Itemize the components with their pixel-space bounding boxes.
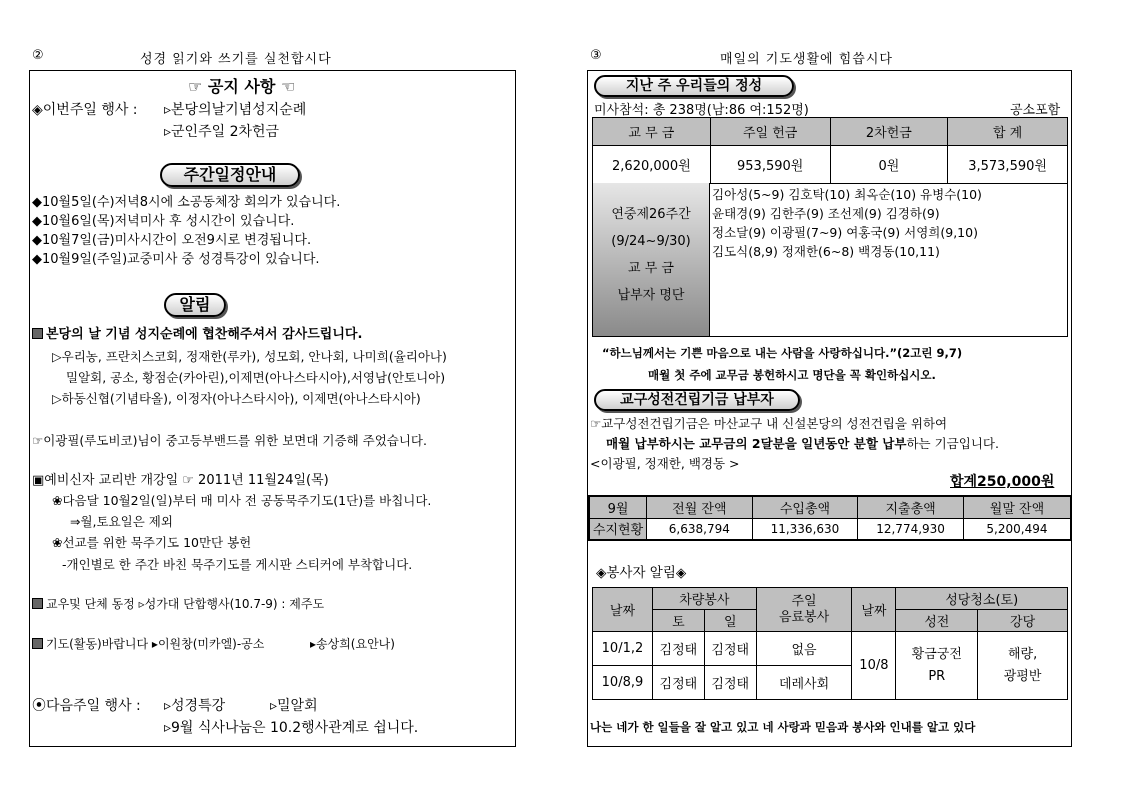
rosary-line-4: -개인별로 한 주간 바친 묵주기도를 게시판 스티커에 부착합니다.	[62, 557, 413, 572]
square-bullet-icon	[32, 598, 43, 609]
groups-news-text: 교우및 단체 동정 ▹성가대 단합행사(10.7-9) : 제주도	[46, 597, 325, 611]
finance-label: 수지현황	[589, 518, 647, 540]
building-fund-title: 교구성전건립기금 납부자	[594, 389, 800, 411]
footer-verse: 나는 네가 한 일들을 잘 알고 있고 네 사랑과 믿음과 봉사와 인내를 알고 있다	[590, 720, 976, 734]
clean-date-header: 날짜	[852, 588, 896, 632]
notice-title: ☞ 공지 사항 ☜	[188, 77, 296, 96]
clean-sanctuary-1: 황금궁전	[911, 646, 962, 662]
clean-hall	[978, 632, 1068, 700]
sun-header: 일	[704, 610, 756, 632]
building-fund-emphasis: 매월 납부하시는 교무금의 2달분을 일년동안 분할 납부	[606, 436, 907, 451]
schedule-list	[32, 193, 340, 269]
square-bullet-icon	[32, 638, 43, 649]
offering-value: 2,620,000원	[593, 146, 711, 184]
offering-table	[592, 117, 1068, 184]
finance-header: 전월 잔액	[647, 496, 753, 518]
payer-names-line: 윤태경(9) 김한주(9) 조선제(9) 김경하(9)	[712, 206, 940, 221]
schedule-item: ◆10월7일(금)미사시간이 오전9시로 변경됩니다.	[32, 233, 312, 248]
next-week-event-2: ▹밀알회	[270, 698, 318, 714]
offering-header: 2차헌금	[830, 118, 948, 146]
building-fund-total: 합계250,000원	[950, 474, 1055, 490]
cleaning-header: 성당청소(토)	[896, 588, 1068, 610]
rosary-line-3: ❀선교를 위한 묵주기도 10만단 봉헌	[52, 535, 252, 550]
payer-names-line: 김도식(8,9) 정재한(6~8) 백경동(10,11)	[712, 244, 940, 259]
offering-title: 지난 주 우리들의 정성	[594, 75, 794, 97]
square-bullet-icon	[32, 328, 43, 339]
schedule-item: ◆10월9일(주일)교중미사 중 성경특강이 있습니다.	[32, 252, 320, 267]
finance-value: 6,638,794	[647, 518, 753, 540]
building-fund-suffix: 하는 기금입니다.	[906, 436, 999, 451]
drink-header-2: 음료봉사	[778, 609, 830, 625]
attendance: 미사참석: 총 238명(남:86 여:152명)	[594, 103, 809, 118]
offering-value: 953,590원	[710, 146, 830, 184]
building-fund-line-2	[606, 434, 999, 452]
clean-sanctuary-2: PR	[928, 668, 946, 684]
next-week-event-1: ▹성경특강	[164, 698, 226, 714]
prayer-request	[32, 635, 264, 652]
payer-period-dates: (9/24~9/30)	[611, 234, 691, 249]
finance-month: 9월	[589, 496, 647, 518]
offering-header: 교 무 금	[593, 118, 711, 146]
clean-sanctuary	[896, 632, 978, 700]
finance-header: 지출총액	[858, 496, 964, 518]
finance-header: 수입총액	[752, 496, 858, 518]
volunteer-date-header: 날짜	[593, 588, 653, 632]
sanctuary-header: 성전	[896, 610, 978, 632]
notice-panel	[29, 70, 516, 747]
prayer-request-a: 기도(활동)바랍니다 ▸이원창(미카엘)-공소	[46, 637, 265, 651]
attendance-note: 공소포함	[1010, 103, 1061, 118]
volunteer-sat: 김정태	[652, 632, 704, 666]
building-fund-line-1: ☞교구성전건립기금은 마산교구 내 신설본당의 성전건립을 위하여	[590, 416, 948, 431]
offering-header: 합 계	[948, 118, 1068, 146]
rosary-line-1: ❀다음달 10월2일(일)부터 매 미사 전 공동묵주기도(1단)를 바칩니다.	[52, 493, 432, 508]
monthly-reminder: 매월 첫 주에 교무금 봉헌하시고 명단을 꼭 확인하십시오.	[648, 368, 936, 382]
offering-value: 0원	[830, 146, 948, 184]
payer-period-caption: 납부자 명단	[617, 288, 685, 303]
finance-table	[588, 495, 1072, 541]
volunteer-date: 10/1,2	[593, 632, 653, 666]
this-week-event-2: ▹군인주일 2차헌금	[164, 124, 280, 140]
schedule-item: ◆10월6일(목)저녁미사 후 성시간이 있습니다.	[32, 214, 295, 229]
payer-period-week: 연중제26주간	[611, 207, 691, 222]
right-header-title: 매일의 기도생활에 힘씁시다	[720, 52, 893, 67]
clean-hall-2: 광평반	[1003, 668, 1042, 684]
left-header-title: 성경 읽기와 쓰기를 실천합시다	[140, 52, 332, 67]
vehicle-header: 차량봉사	[652, 588, 756, 610]
finance-header: 월말 잔액	[963, 496, 1071, 518]
volunteer-sat: 김정태	[652, 666, 704, 700]
volunteer-table	[592, 587, 1068, 700]
finance-value: 12,774,930	[858, 518, 964, 540]
schedule-title: 주간일정안내	[160, 163, 300, 187]
offering-header: 주일 헌금	[710, 118, 830, 146]
payer-names-line: 김아성(5~9) 김호탁(10) 최옥순(10) 유병수(10)	[712, 187, 982, 202]
volunteer-sun: 김정태	[704, 632, 756, 666]
payer-names	[710, 183, 1068, 337]
clean-hall-1: 해량,	[1007, 646, 1038, 662]
thanks-heading	[32, 323, 362, 342]
thanks-heading-text: 본당의 날 기념 성지순례에 협찬해주셔서 감사드립니다.	[46, 327, 363, 342]
thanks-line-3: ▷하동신협(기념타올), 이정자(아나스타시아), 이제면(아나스타시아)	[52, 391, 421, 406]
payer-period	[592, 183, 710, 337]
hall-header: 강당	[978, 610, 1068, 632]
next-week-label: ⦿다음주일 행사 :	[32, 698, 141, 714]
this-week-label: ◈이번주일 행사 :	[32, 102, 138, 118]
volunteer-date: 10/8,9	[593, 666, 653, 700]
payer-names-line: 정소달(9) 이광필(7~9) 여홍국(9) 서영희(9,10)	[712, 225, 978, 240]
payer-period-label: 교 무 금	[628, 261, 674, 276]
next-week-event-3: ▹9월 식사나눔은 10.2행사관계로 쉽니다.	[164, 720, 419, 736]
volunteer-title: ◈봉사자 알림◈	[596, 565, 687, 581]
page-number-right: ③	[590, 48, 602, 63]
drink-header	[756, 588, 852, 632]
drink-header-1: 주일	[791, 593, 817, 609]
bible-quote: “하느님께서는 기쁜 마음으로 내는 사람을 사랑하십니다.”(2고린 9,7)	[602, 346, 963, 360]
thanks-line-2: 밀알회, 공소, 황점순(카아린),이제면(아나스타시아),서영남(안토니아)	[66, 370, 446, 385]
volunteer-drink: 데레사회	[756, 666, 852, 700]
donation-note: ☞이광필(루도비코)님이 중고등부밴드를 위한 보면대 기증해 주었습니다.	[32, 433, 427, 448]
rosary-line-2: ⇒월,토요일은 제외	[70, 514, 173, 529]
this-week-event-1: ▹본당의날기념성지순례	[164, 102, 307, 118]
offering-value: 3,573,590원	[948, 146, 1068, 184]
alert-title: 알림	[164, 293, 226, 317]
building-fund-names: <이광필, 정재한, 백경동 >	[590, 456, 740, 471]
thanks-line-1: ▷우리농, 프란치스코회, 정재한(루카), 성모회, 안나회, 나미희(율리아나)	[52, 349, 447, 364]
finance-value: 11,336,630	[752, 518, 858, 540]
prayer-request-b: ▸송상희(요안나)	[310, 637, 395, 651]
sat-header: 토	[652, 610, 704, 632]
groups-news	[32, 595, 324, 612]
volunteer-sun: 김정태	[704, 666, 756, 700]
offering-panel	[587, 70, 1072, 747]
finance-value: 5,200,494	[963, 518, 1071, 540]
volunteer-drink: 없음	[756, 632, 852, 666]
schedule-item: ◆10월5일(수)저녁8시에 소공동체장 회의가 있습니다.	[32, 195, 341, 210]
page-number-left: ②	[32, 48, 44, 63]
catechumen-heading: ▣예비신자 교리반 개강일 ☞ 2011년 11월24일(목)	[32, 473, 329, 488]
clean-date: 10/8	[852, 632, 896, 700]
